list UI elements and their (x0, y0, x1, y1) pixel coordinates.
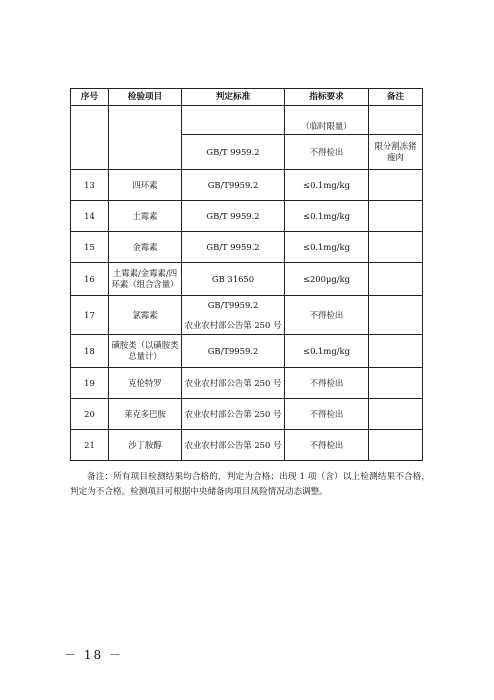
cell-no: 21 (71, 430, 109, 461)
cell-remark (369, 263, 423, 296)
cell-item: 土霉素 (109, 201, 182, 232)
table-header-row (71, 89, 423, 106)
cell-no: 16 (71, 263, 109, 296)
cell-requirement: 不得检出 (285, 135, 369, 170)
cell-item-continued (109, 106, 182, 170)
standard-line-1: GB/T9959.2 (207, 299, 259, 310)
cell-remark (369, 430, 423, 461)
cell-requirement: ≤200μg/kg (285, 263, 369, 296)
table-row (71, 232, 423, 263)
cell-no: 19 (71, 368, 109, 399)
standard-line-2: 农业农村部公告第 250 号 (184, 319, 282, 330)
cell-requirement: 不得检出 (285, 368, 369, 399)
cell-standard: 农业农村部公告第 250 号 (182, 368, 285, 399)
cell-standard: GB/T9959.2 (182, 335, 285, 368)
cell-standard: GB/T9959.2 (182, 170, 285, 201)
table-row-continued-top (71, 106, 423, 135)
cell-requirement: 不得检出 (285, 399, 369, 430)
cell-no: 14 (71, 201, 109, 232)
cell-remark (369, 170, 423, 201)
cell-no: 20 (71, 399, 109, 430)
cell-requirement: 不得检出 (285, 296, 369, 335)
header-requirement: 指标要求 (285, 89, 369, 106)
inspection-table (70, 88, 423, 461)
cell-remark (369, 232, 423, 263)
cell-requirement-note: （临时限量） (285, 106, 369, 135)
cell-standard-multi (182, 296, 285, 335)
cell-item: 金霉素 (109, 232, 182, 263)
header-item: 检验项目 (109, 89, 182, 106)
cell-requirement: ≤0.1mg/kg (285, 170, 369, 201)
cell-item: 土霉素/金霉素/四环素（组合含量） (109, 263, 182, 296)
cell-standard: GB 31650 (182, 263, 285, 296)
table-row (71, 201, 423, 232)
table-row (71, 335, 423, 368)
cell-standard: GB/T 9959.2 (182, 201, 285, 232)
cell-remark (369, 296, 423, 335)
cell-remark: 限分割冻猪瘦肉 (369, 135, 423, 170)
header-standard: 判定标准 (182, 89, 285, 106)
cell-item: 沙丁胺醇 (109, 430, 182, 461)
cell-item: 四环素 (109, 170, 182, 201)
cell-remark (369, 368, 423, 399)
cell-no: 17 (71, 296, 109, 335)
table-row (71, 399, 423, 430)
cell-remark (369, 399, 423, 430)
table-footnote: 备注：所有项目检测结果均合格的，判定为合格；出现 1 项（含）以上检测结果不合格，判定为不合格。检测项目可根据中央储备肉项目风险情况动态调整。 (70, 472, 430, 497)
cell-no: 18 (71, 335, 109, 368)
table-row (71, 430, 423, 461)
cell-item: 莱克多巴胺 (109, 399, 182, 430)
cell-remark (369, 335, 423, 368)
cell-standard: GB/T 9959.2 (182, 135, 285, 170)
cell-requirement: ≤0.1mg/kg (285, 201, 369, 232)
cell-requirement: ≤0.1mg/kg (285, 335, 369, 368)
cell-standard: 农业农村部公告第 250 号 (182, 399, 285, 430)
cell-no: 13 (71, 170, 109, 201)
cell-remark (369, 201, 423, 232)
cell-item: 磺胺类（以磺胺类总量计） (109, 335, 182, 368)
cell-requirement: ≤0.1mg/kg (285, 232, 369, 263)
table-row (71, 368, 423, 399)
header-no: 序号 (71, 89, 109, 106)
cell-standard: GB/T 9959.2 (182, 232, 285, 263)
cell-no: 15 (71, 232, 109, 263)
cell-standard-empty (182, 106, 285, 135)
cell-item: 克伦特罗 (109, 368, 182, 399)
page-number: － 18 － (64, 648, 123, 662)
cell-standard: 农业农村部公告第 250 号 (182, 430, 285, 461)
table-row (71, 170, 423, 201)
table-row (71, 263, 423, 296)
table-row (71, 296, 423, 335)
cell-remark-empty (369, 106, 423, 135)
cell-item: 氯霉素 (109, 296, 182, 335)
header-remark: 备注 (369, 89, 423, 106)
cell-no-continued (71, 106, 109, 170)
cell-requirement: 不得检出 (285, 430, 369, 461)
